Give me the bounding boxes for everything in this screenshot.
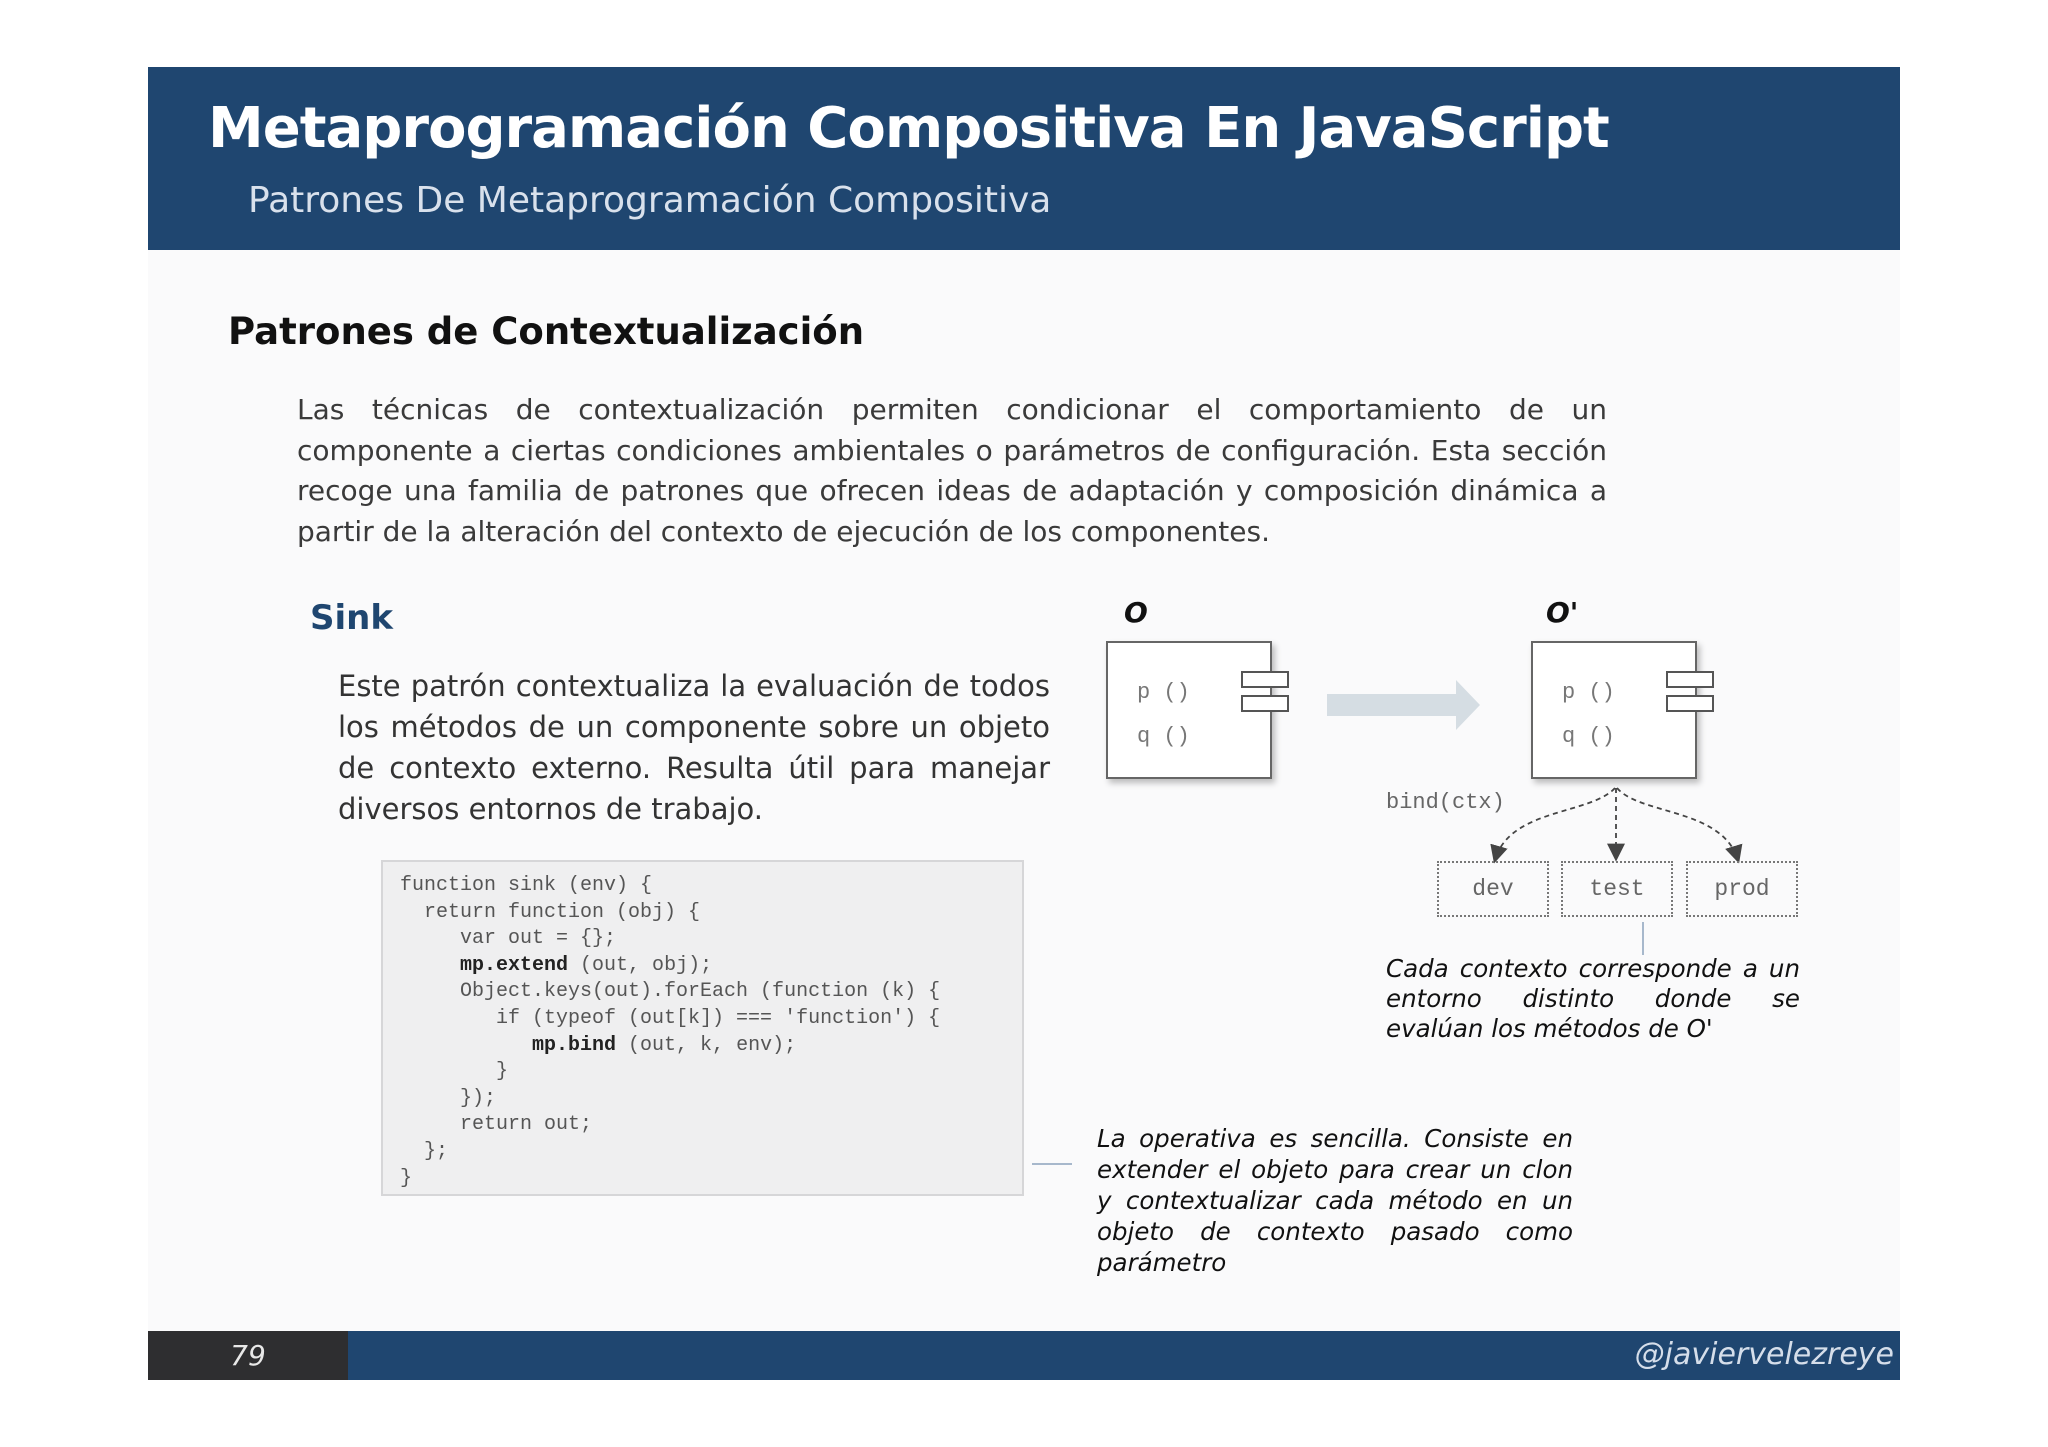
clone-object-label: O' <box>1546 596 1579 629</box>
port-icon <box>1666 695 1714 712</box>
method-q: q () <box>1562 724 1615 749</box>
slide-title: Metaprogramación Compositiva En JavaScript <box>208 96 1609 161</box>
pattern-description: Este patrón contextualiza la evaluación de todos los métodos de un componente sobre un objeto de contexto externo. Resulta útil para manejar diversos entornos de trabajo. <box>338 669 1050 826</box>
method-p: p () <box>1562 680 1615 705</box>
env-test: test <box>1561 861 1673 917</box>
note-operation: La operativa es sencilla. Consiste en extender el objeto para crear un clon y contextualizar cada método en un objeto de contexto pasado como parámetro <box>1097 1124 1573 1277</box>
code-keyword: mp.extend <box>460 953 569 977</box>
code-keyword: mp.bind <box>532 1033 617 1057</box>
code-text: return out; <box>400 1113 593 1137</box>
code-text: Object.keys(out).forEach (function (k) { <box>400 980 941 1004</box>
env-prod: prod <box>1686 861 1798 917</box>
pattern-title: Sink <box>310 598 393 638</box>
bind-label: bind(ctx) <box>1386 790 1505 815</box>
code-text: function sink (env) { <box>400 874 653 897</box>
original-object-label: O <box>1124 596 1148 629</box>
page-number: 79 <box>230 1339 266 1372</box>
env-dev: dev <box>1437 861 1549 917</box>
method-p: p () <box>1137 680 1190 705</box>
port-icon <box>1666 671 1714 688</box>
transform-arrow <box>1327 680 1480 730</box>
code-text: (out, obj); <box>568 953 713 977</box>
code-text: }; <box>400 1139 449 1163</box>
code-text: if (typeof (out[k]) === 'function') { <box>400 1006 941 1030</box>
code-text: }); <box>400 1086 497 1110</box>
code-text: (out, k, env); <box>616 1033 797 1057</box>
bind-arrow-dev <box>1495 788 1615 860</box>
section-title: Patrones de Contextualización <box>228 310 865 353</box>
port-icon <box>1241 671 1289 688</box>
author-handle: @javiervelezreye <box>1634 1337 1894 1372</box>
port-icon <box>1241 695 1289 712</box>
code-text: var out = {}; <box>400 927 617 951</box>
bind-arrow-prod <box>1617 788 1738 860</box>
note-contexts: Cada contexto corresponde a un entorno distinto donde se evalúan los métodos de O' <box>1386 954 1800 1043</box>
code-text: } <box>400 1060 509 1084</box>
intro-paragraph: Las técnicas de contextualización permiten condicionar el comportamiento de un componente a ciertas condiciones ambientales o parámetros de configuración. Esta sección recoge una familia de patrones que ofrecen ideas de adaptación y composición dinámica a partir de la alteración del contexto de ejecución de los componentes. <box>297 393 1607 548</box>
code-text: } <box>400 1166 413 1190</box>
method-q: q () <box>1137 724 1190 749</box>
code-text: return function (obj) { <box>400 900 701 924</box>
slide-subtitle: Patrones De Metaprogramación Compositiva <box>248 180 1052 221</box>
